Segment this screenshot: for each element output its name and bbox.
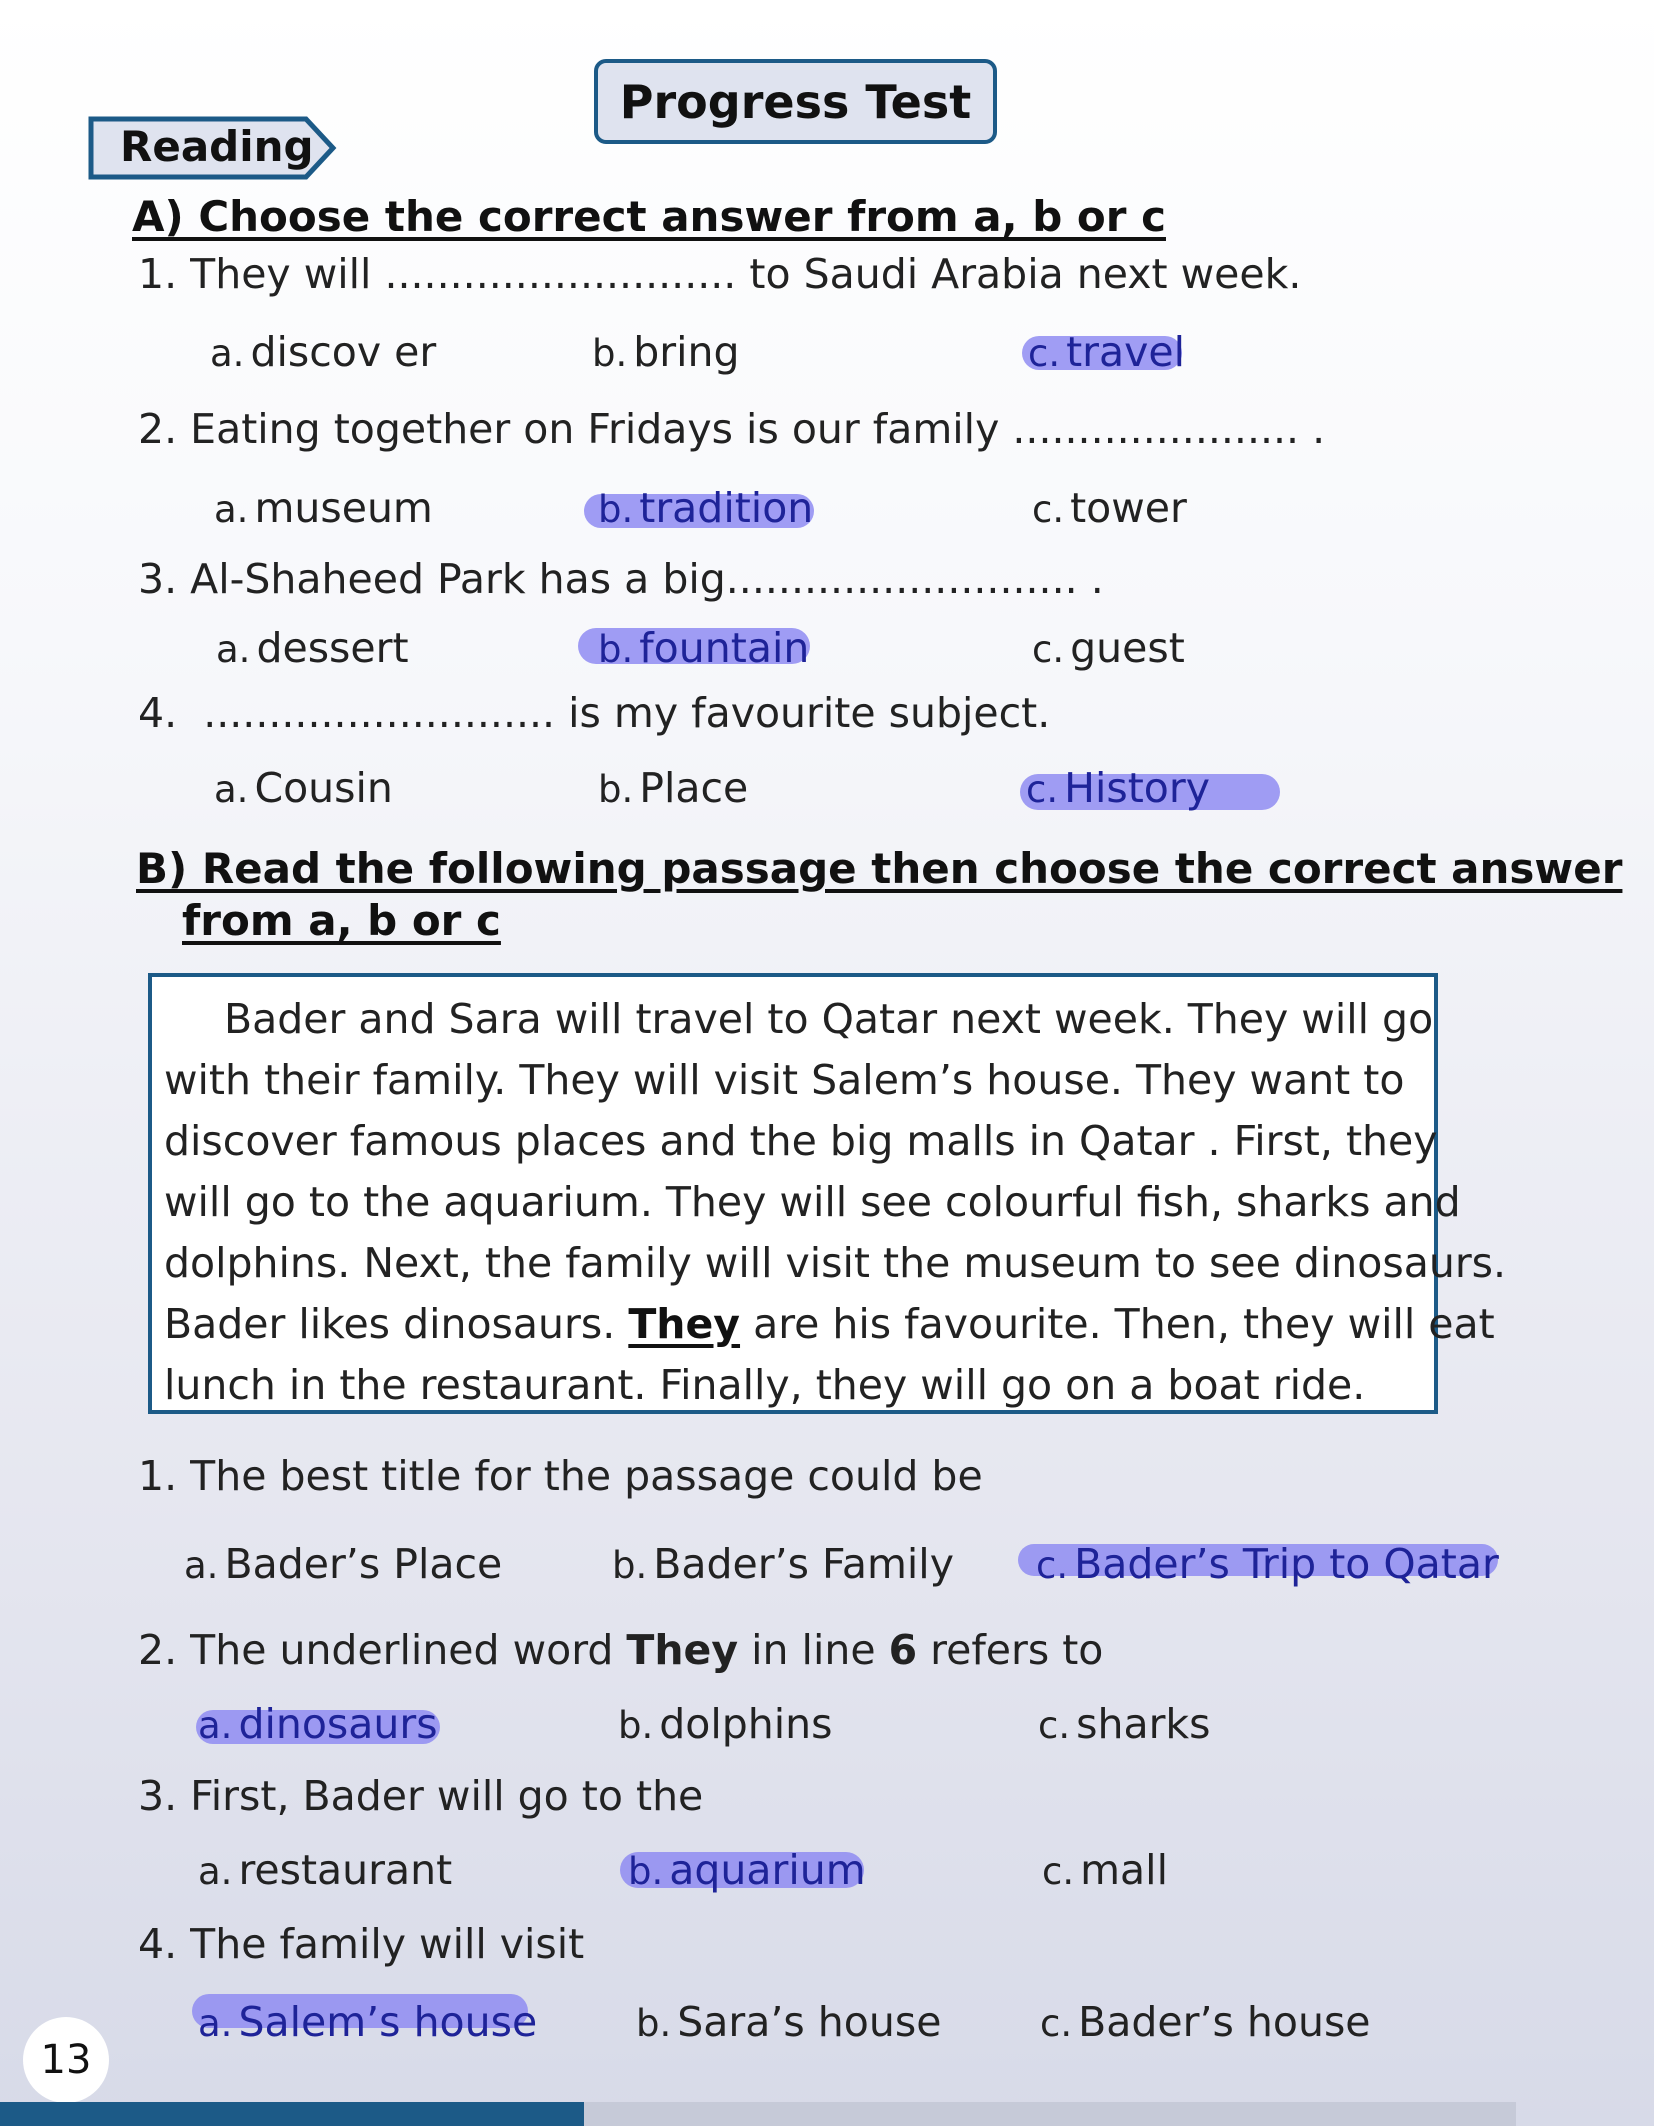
underlined-word-they: They [628, 1300, 741, 1348]
part-b-q3-option-c[interactable]: c. mall [1042, 1846, 1168, 1894]
part-a-question-4: 4. ........................... is my favourite subject. [138, 689, 1051, 737]
part-b-q1-option-c[interactable]: c. Bader’s Trip to Qatar [1036, 1540, 1499, 1588]
page-title: Progress Test [594, 59, 997, 144]
passage-line-7: lunch in the restaurant. Finally, they will go on a boat ride. [164, 1361, 1366, 1409]
part-a-question-3: 3. Al-Shaheed Park has a big........................... . [138, 555, 1104, 603]
part-a-q3-option-a[interactable]: a. dessert [216, 624, 409, 672]
part-b-q3-option-b[interactable]: b. aquarium [628, 1846, 866, 1894]
part-a-q2-option-a[interactable]: a. museum [214, 484, 433, 532]
part-a-q3-option-b[interactable]: b. fountain [598, 624, 810, 672]
part-b-question-1: 1. The best title for the passage could be [138, 1452, 983, 1500]
passage-line-3: discover famous places and the big malls in Qatar . First, they [164, 1117, 1438, 1165]
part-b-heading-line-2: from a, b or c [182, 896, 501, 945]
part-b-q4-option-c[interactable]: c. Bader’s house [1040, 1998, 1371, 2046]
part-b-q4-option-a[interactable]: a. Salem’s house [198, 1998, 538, 2046]
passage-line-2: with their family. They will visit Salem’s house. They want to [164, 1056, 1405, 1104]
part-a-q2-option-c[interactable]: c. tower [1032, 484, 1187, 532]
part-b-question-2: 2. The underlined word They in line 6 refers to [138, 1626, 1104, 1674]
reading-passage-box [148, 973, 1507, 1414]
section-tag-reading: Reading [88, 116, 338, 180]
part-a-q1-option-c[interactable]: c. travel [1028, 328, 1186, 376]
page-number: 13 [23, 2017, 109, 2103]
part-b-q2-option-a[interactable]: a. dinosaurs [198, 1700, 438, 1748]
part-b-q3-option-a[interactable]: a. restaurant [198, 1846, 453, 1894]
part-a-question-2: 2. Eating together on Fridays is our family ...................... . [138, 405, 1326, 453]
footer-bar-light [584, 2102, 1516, 2126]
passage-line-1: Bader and Sara will travel to Qatar next week. They will go [224, 995, 1434, 1043]
part-b-q4-option-b[interactable]: b. Sara’s house [636, 1998, 942, 2046]
part-b-q1-option-b[interactable]: b. Bader’s Family [612, 1540, 954, 1588]
part-b-q2-option-c[interactable]: c. sharks [1038, 1700, 1211, 1748]
part-a-q3-option-c[interactable]: c. guest [1032, 624, 1185, 672]
part-a-heading: A) Choose the correct answer from a, b or c [132, 192, 1166, 241]
part-a-q2-option-b[interactable]: b. tradition [598, 484, 814, 532]
passage-line-6: Bader likes dinosaurs. They are his favourite. Then, they will eat [164, 1300, 1495, 1348]
part-b-q1-option-a[interactable]: a. Bader’s Place [184, 1540, 503, 1588]
part-a-q1-option-b[interactable]: b. bring [592, 328, 740, 376]
part-a-question-1: 1. They will ........................... to Saudi Arabia next week. [138, 250, 1302, 298]
part-a-q1-option-a[interactable]: a. discov er [210, 328, 437, 376]
passage-line-5: dolphins. Next, the family will visit the museum to see dinosaurs. [164, 1239, 1507, 1287]
part-b-question-3: 3. First, Bader will go to the [138, 1772, 704, 1820]
part-a-q4-option-a[interactable]: a. Cousin [214, 764, 393, 812]
part-b-q2-option-b[interactable]: b. dolphins [618, 1700, 833, 1748]
part-a-q4-option-b[interactable]: b. Place [598, 764, 749, 812]
part-b-question-4: 4. The family will visit [138, 1920, 585, 1968]
passage-line-4: will go to the aquarium. They will see colourful fish, sharks and [164, 1178, 1461, 1226]
part-a-q4-option-c[interactable]: c. History [1026, 764, 1210, 812]
footer-bar-accent [0, 2102, 584, 2126]
part-b-heading-line-1: B) Read the following passage then choose the correct answer [136, 844, 1623, 893]
